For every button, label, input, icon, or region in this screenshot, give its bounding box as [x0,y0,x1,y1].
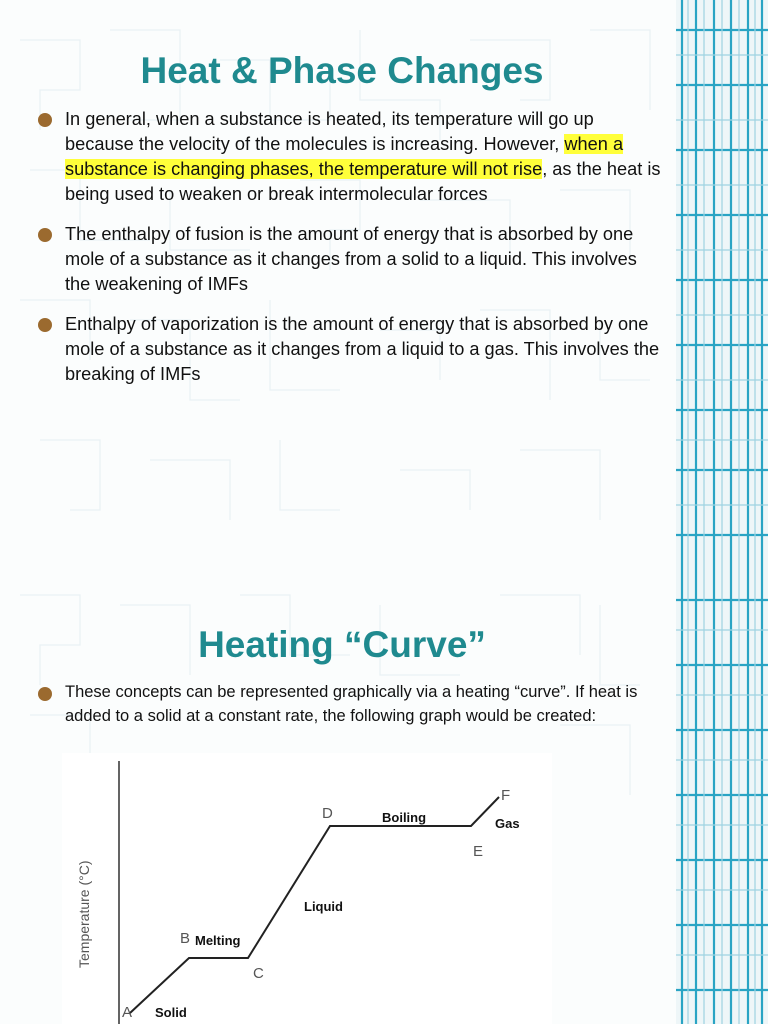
point-label-e: E [473,843,484,860]
bullet-text [65,109,660,204]
bullet-dot-icon [38,228,52,242]
point-label-f: F [501,787,511,804]
highlighted-text: when a substance is changing phases, the temperature will not rise [65,134,624,179]
heating-curve-chart [62,753,552,1024]
segment-label-liquid: Liquid [304,899,343,914]
decorative-side-strip [676,575,768,1024]
point-label-d: D [322,805,333,822]
segment-label-solid: Solid [155,1005,187,1020]
bullet-dot-icon [38,687,52,701]
bullet-list [38,681,663,743]
bullet-text: The enthalpy of fusion is the amount of energy that is absorbed by one mole of a substance as it changes from a solid to a liquid. This involves the weakening of IMFs [65,224,637,294]
decorative-side-strip [676,0,768,575]
point-label-c: C [253,965,264,982]
segment-label-gas: Gas [495,816,520,831]
bullet-item [38,222,663,297]
bullet-list [38,107,663,402]
point-label-b: B [180,930,191,947]
bullet-item [38,107,663,207]
bullet-item [38,312,663,387]
bullet-item [38,681,663,728]
heating-curve-graph [62,753,552,1024]
point-label-a: A [122,1004,133,1021]
segment-label-boiling: Boiling [382,810,427,825]
slide-title: Heat & Phase Changes [140,50,544,91]
bullet-text: These concepts can be represented graphically via a heating “curve”. If heat is added to a solid at a constant rate, the following graph would be created: [65,683,638,725]
y-axis-label: Temperature (°C) [76,860,92,968]
bullet-text-part: In general, when a substance is heated, its temperature will go up because the velocity of the molecules is increasing. However, [65,109,594,154]
bullet-text: Enthalpy of vaporization is the amount of energy that is absorbed by one mole of a substance as it changes from a liquid to a gas. This involves the breaking of IMFs [65,314,660,384]
bullet-text-part: , as the heat is being used to weaken or break intermolecular forces [65,159,661,204]
slide-title: Heating “Curve” [198,624,486,665]
segment-label-melting: Melting [195,933,241,948]
bullet-dot-icon [38,113,52,127]
bullet-dot-icon [38,318,52,332]
slide-heating-curve [0,575,768,1024]
